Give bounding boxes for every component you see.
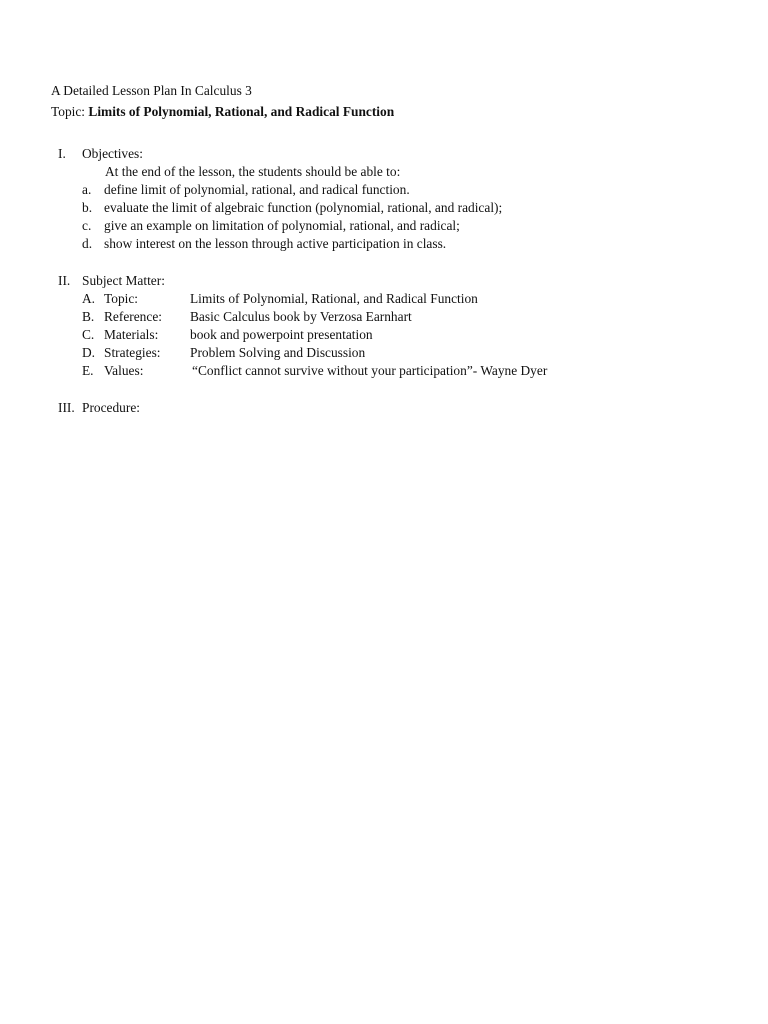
subject-matter-label: Materials: xyxy=(104,327,159,342)
subject-matter-label: Reference: xyxy=(104,309,162,324)
objectives-heading: Objectives: xyxy=(82,146,143,161)
subject-matter-label: Strategies: xyxy=(104,345,161,360)
objective-item: give an example on limitation of polynomial, rational, and radical; xyxy=(104,218,460,233)
procedure-heading: Procedure: xyxy=(82,400,141,415)
subject-matter-value: book and powerpoint presentation xyxy=(190,327,373,342)
subject-matter-label: Topic: xyxy=(104,291,139,306)
subject-matter-marker: C. xyxy=(82,327,95,342)
subject-matter-marker: E. xyxy=(82,363,94,378)
objective-marker: c. xyxy=(82,218,92,233)
subject-matter-value: “Conflict cannot survive without your participation”- Wayne Dyer xyxy=(192,363,548,378)
objectives-intro: At the end of the lesson, the students should be able to: xyxy=(105,164,401,179)
objective-marker: d. xyxy=(82,236,93,251)
subject-matter-value: Limits of Polynomial, Rational, and Radical Function xyxy=(190,291,478,306)
objective-marker: b. xyxy=(82,200,93,215)
subject-matter-value: Basic Calculus book by Verzosa Earnhart xyxy=(190,309,412,324)
objective-marker: a. xyxy=(82,182,92,197)
subject-matter-heading: Subject Matter: xyxy=(82,273,165,288)
topic-line xyxy=(51,103,394,121)
objective-item: evaluate the limit of algebraic function (polynomial, rational, and radical); xyxy=(104,200,503,215)
subject-matter-numeral: II. xyxy=(58,273,71,288)
topic-label: Topic: xyxy=(51,104,86,119)
subject-matter-marker: D. xyxy=(82,345,96,360)
subject-matter-value: Problem Solving and Discussion xyxy=(190,345,366,360)
subject-matter-marker: A. xyxy=(82,291,96,306)
objectives-numeral: I. xyxy=(58,146,66,161)
objective-item: define limit of polynomial, rational, and radical function. xyxy=(104,182,410,197)
subject-matter-marker: B. xyxy=(82,309,95,324)
procedure-numeral: III. xyxy=(58,400,75,415)
topic-value: Limits of Polynomial, Rational, and Radical Function xyxy=(88,104,395,119)
objective-item: show interest on the lesson through active participation in class. xyxy=(104,236,447,251)
document-title: A Detailed Lesson Plan In Calculus 3 xyxy=(51,83,252,98)
subject-matter-label: Values: xyxy=(104,363,144,378)
